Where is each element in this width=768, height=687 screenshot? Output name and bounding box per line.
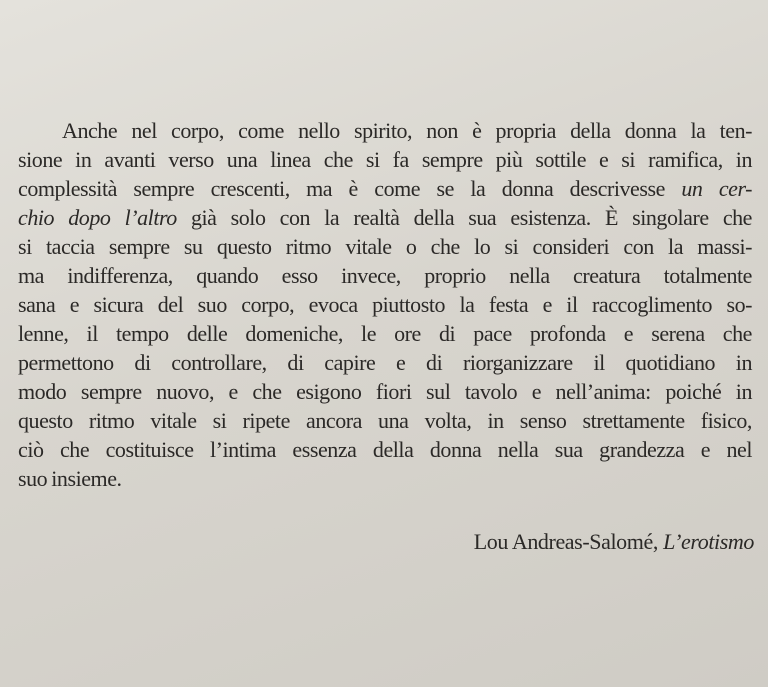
- text-line: [18, 205, 752, 231]
- text-line: suo insieme.: [18, 466, 122, 491]
- italic-segment: chio dopo l’altro: [18, 205, 177, 230]
- text-line: lenne, il tempo delle domeniche, le ore di pace profonda e serena che: [18, 321, 752, 346]
- text-segment: complessità sempre crescenti, ma è come se la donna descrivesse: [18, 176, 682, 201]
- text-line: permettono di controllare, di capire e di riorganizzare il quotidiano in: [18, 350, 752, 375]
- text-line: Anche nel corpo, come nello spirito, non è propria della donna la ten-: [62, 118, 752, 143]
- text-line: sione in avanti verso una linea che si fa sempre più sottile e si ramifica, in: [18, 147, 752, 172]
- text-line: sana e sicura del suo corpo, evoca piuttosto la festa e il raccoglimento so-: [18, 292, 752, 317]
- text-line: questo ritmo vitale si ripete ancora una volta, in senso strettamente fisico,: [18, 408, 752, 433]
- text-line: [18, 176, 752, 202]
- text-line: ciò che costituisce l’intima essenza della donna nella sua grandezza e nel: [18, 437, 752, 462]
- author-name: Lou Andreas-Salomé,: [473, 529, 664, 554]
- text-segment: già solo con la realtà della sua esistenza. È singolare che: [176, 205, 752, 230]
- attribution: [474, 529, 754, 555]
- text-line: si taccia sempre su questo ritmo vitale o che lo si consideri con la massi-: [18, 234, 752, 259]
- italic-segment: un cer-: [681, 176, 752, 201]
- book-title: L’erotismo: [663, 529, 754, 554]
- text-line: ma indifferenza, quando esso invece, proprio nella creatura totalmente: [18, 263, 752, 288]
- text-line: modo sempre nuovo, e che esigono fiori sul tavolo e nell’anima: poiché in: [18, 379, 752, 404]
